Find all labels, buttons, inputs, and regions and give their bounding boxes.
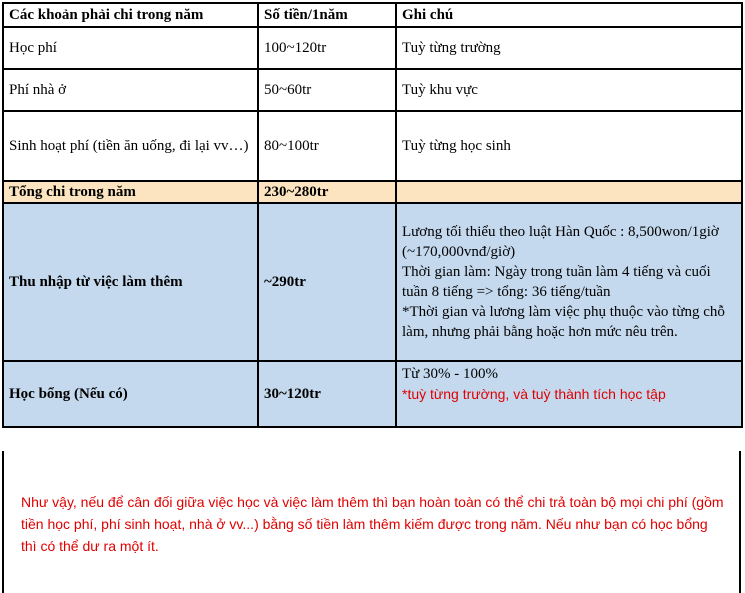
header-amount: Số tiền/1năm: [258, 3, 396, 27]
conclusion-box: [2, 451, 741, 593]
row-note: Tuỳ từng trường: [396, 27, 742, 69]
income-note-line: Thời gian làm: Ngày trong tuần làm 4 tiếng và cuối tuần 8 tiếng => tổng: 36 tiếng/tuần: [402, 264, 711, 300]
income-note-line: Lương tối thiểu theo luật Hàn Quốc : 8,500won/1giờ (~170,000vnđ/giờ): [402, 224, 719, 260]
scholarship-amount: 30~120tr: [258, 361, 396, 427]
scholarship-note-red: *tuỳ từng trường, và tuỳ thành tích học tập: [402, 386, 666, 402]
row-amount: 80~100tr: [258, 111, 396, 181]
header-item: Các khoản phải chi trong năm: [3, 3, 258, 27]
income-amount: ~290tr: [258, 203, 396, 361]
scholarship-row: [3, 361, 742, 427]
row-item: Phí nhà ở: [3, 69, 258, 111]
total-note: [396, 181, 742, 203]
table-row: [3, 27, 742, 69]
conclusion-text: Như vậy, nếu để cân đối giữa việc học và việc làm thêm thì bạn hoàn toàn có thể chi trả toàn bộ mọi chi phí (gồm tiền học phí, phí sinh hoạt, nhà ở vv...) bằng số tiền làm thêm kiếm được trong năm. Nếu như bạn có học bổng thì có thể dư ra một ít.: [21, 494, 724, 554]
total-amount: 230~280tr: [258, 181, 396, 203]
income-row: [3, 203, 742, 361]
row-item: Sinh hoạt phí (tiền ăn uống, đi lại vv…): [3, 111, 258, 181]
table-row: [3, 69, 742, 111]
scholarship-note-text: Từ 30% - 100%: [402, 366, 499, 382]
header-row: [3, 3, 742, 27]
header-note: Ghi chú: [396, 3, 742, 27]
income-note: [396, 203, 742, 361]
cost-sheet: [2, 2, 741, 591]
row-item: Học phí: [3, 27, 258, 69]
scholarship-note: [396, 361, 742, 427]
total-item: Tổng chi trong năm: [3, 181, 258, 203]
income-item: Thu nhập từ việc làm thêm: [3, 203, 258, 361]
row-amount: 50~60tr: [258, 69, 396, 111]
income-note-line: *Thời gian và lương làm việc phụ thuộc vào từng chỗ làm, nhưng phải bằng hoặc hơn mức nêu trên.: [402, 304, 725, 340]
row-note: Tuỳ khu vực: [396, 69, 742, 111]
table-row: [3, 111, 742, 181]
cost-table: [2, 2, 743, 428]
row-note: Tuỳ từng học sinh: [396, 111, 742, 181]
total-row: [3, 181, 742, 203]
scholarship-item: Học bổng (Nếu có): [3, 361, 258, 427]
row-amount: 100~120tr: [258, 27, 396, 69]
